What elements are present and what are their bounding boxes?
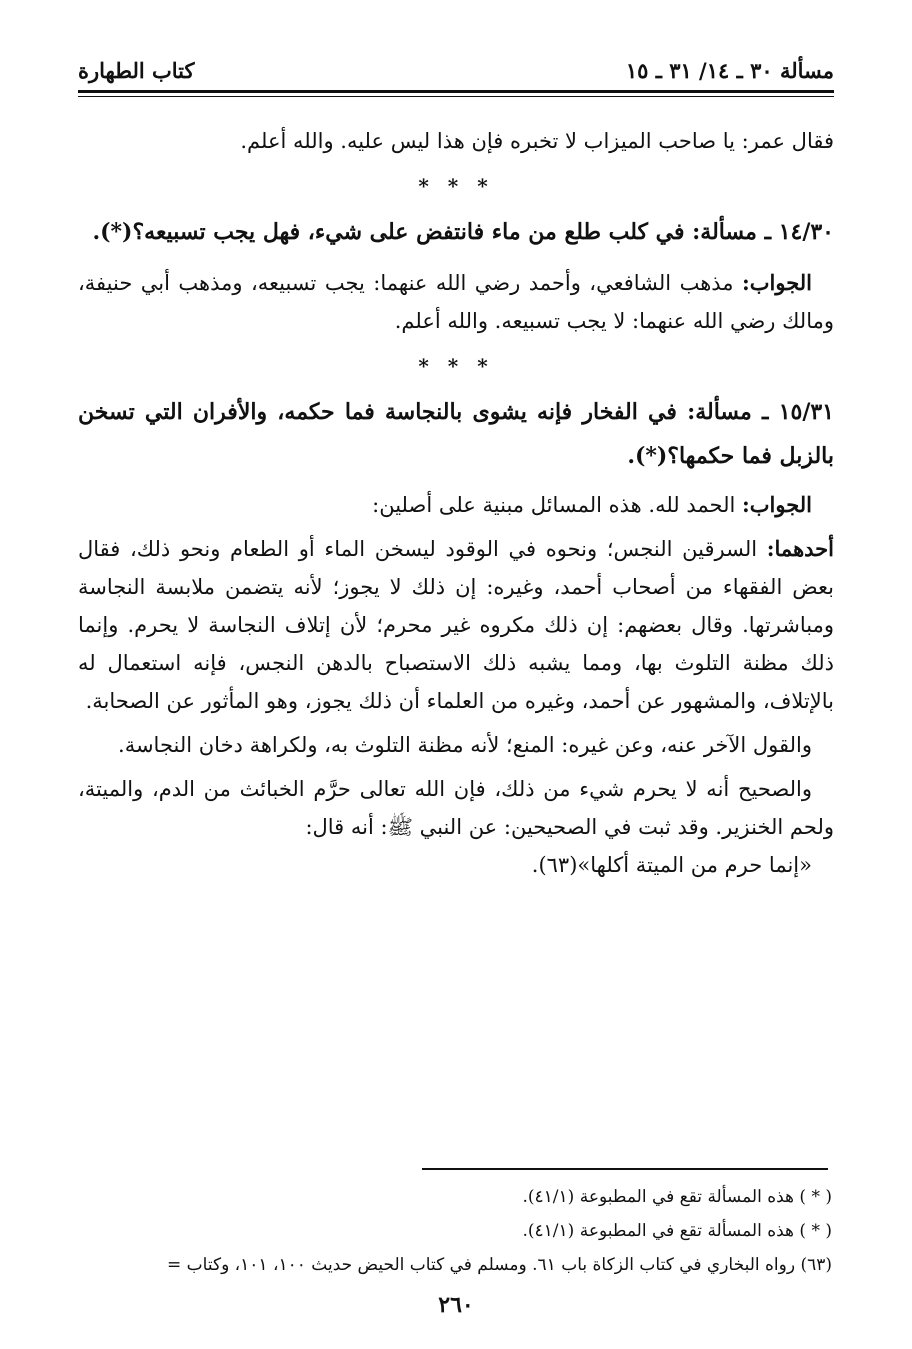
header-rule	[78, 90, 834, 93]
first-principle-paragraph	[78, 530, 834, 720]
first-principle-text: السرقين النجس؛ ونحوه في الوقود ليسخن الماء أو الطعام ونحو ذلك، فقال بعض الفقهاء من أصحاب أحمد، وغيره: إن ذلك لا يجوز؛ لأنه يتضمن ملابسة النجاسة ومباشرتها. وقال بعضهم: إن ذلك مكروه غير محرم؛ لأن إتلاف النجاسة لا يحرم. وإنما ذلك مظنة التلوث بها، ومما يشبه ذلك الاستصباح بالدهن النجس، فإنه استعمال له بالإتلاف، والمشهور عن أحمد، وغيره من العلماء أن ذلك يجوز، وهو المأثور عن الصحابة.	[78, 537, 834, 713]
footnote-item: ( * ) هذه المسألة تقع في المطبوعة (٤١/١).	[522, 1187, 832, 1207]
footnote-rule	[422, 1168, 828, 1170]
page-number: ٢٦٠	[438, 1292, 474, 1318]
footnotes	[30, 1180, 832, 1282]
answer-text: مذهب الشافعي، وأحمد رضي الله عنهما: يجب تسبيعه، ومذهب أبي حنيفة، ومالك رضي الله عنهما: لا يجب تسبيعه. والله أعلم.	[78, 271, 834, 333]
question-31: ١٥/٣١ ـ مسألة: في الفخار فإنه يشوى بالنجاسة فما حكمه، والأفران التي تسخن بالزبل فما حكمها؟(*).	[78, 399, 834, 469]
intro-paragraph: فقال عمر: يا صاحب الميزاب لا تخبره فإن هذا ليس عليه. والله أعلم.	[240, 129, 834, 153]
running-header	[78, 52, 834, 92]
book-title: كتاب الطهارة	[78, 58, 195, 83]
issue-reference: مسألة ٣٠ ـ ١٤/ ٣١ ـ ١٥	[625, 58, 834, 83]
main-text	[78, 122, 834, 884]
header-rule-thin	[78, 96, 834, 97]
hadith-quote: «إنما حرم من الميتة أكلها»(٦٣).	[531, 853, 812, 877]
section-separator: * * *	[418, 174, 494, 198]
correct-opinion-paragraph: والصحيح أنه لا يحرم شيء من ذلك، فإن الله تعالى حرَّم الخبائث من الدم، والميتة، ولحم الخنزير. وقد ثبت في الصحيحين: عن النبي ﷺ: أنه قال:	[78, 777, 834, 839]
answer-label: الجواب:	[742, 270, 812, 295]
answer-30	[78, 264, 834, 340]
section-separator: * * *	[418, 354, 494, 378]
first-principle-label: أحدهما:	[766, 536, 834, 561]
answer-31	[78, 486, 834, 524]
answer-label: الجواب:	[742, 492, 812, 517]
question-30: ١٤/٣٠ ـ مسألة: في كلب طلع من ماء فانتفض على شيء، فهل يجب تسبيعه؟(*).	[92, 219, 834, 245]
footnote-item: (٦٣) رواه البخاري في كتاب الزكاة باب ٦١. ومسلم في كتاب الحيض حديث ١٠٠، ١٠١، وكتاب =	[167, 1255, 832, 1275]
other-opinion-paragraph: والقول الآخر عنه، وعن غيره: المنع؛ لأنه مظنة التلوث به، ولكراهة دخان النجاسة.	[118, 733, 812, 757]
footnote-item: ( * ) هذه المسألة تقع في المطبوعة (٤١/١).	[522, 1221, 832, 1241]
answer-text: الحمد لله. هذه المسائل مبنية على أصلين:	[372, 493, 742, 517]
